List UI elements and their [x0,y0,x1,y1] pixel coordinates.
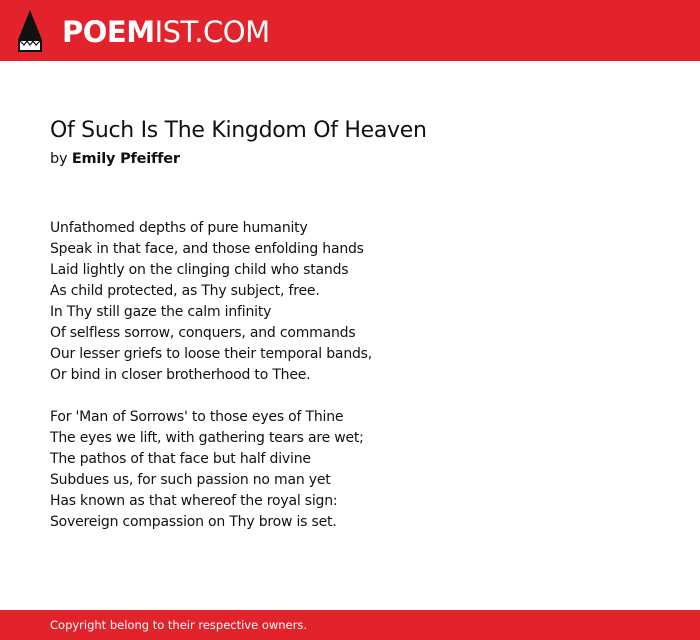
poem-title: Of Such Is The Kingdom Of Heaven [50,118,427,143]
pencil-tip-icon[interactable] [18,10,42,52]
site-footer [0,610,700,640]
logo-text-light: IST.COM [154,15,270,49]
poem-author: Emily Pfeiffer [71,151,180,167]
poem-line: Subdues us, for such passion no man yet [50,472,331,488]
poem-line: Of selfless sorrow, conquers, and commands [50,325,356,341]
site-header [0,0,700,61]
poem-line: Or bind in closer brotherhood to Thee. [50,367,311,383]
poem-line: Laid lightly on the clinging child who stands [50,262,349,278]
poem-heading [50,116,650,170]
poem-line: Speak in that face, and those enfolding hands [50,241,364,257]
poem-stanza [50,407,650,533]
poem-body [50,218,650,554]
site-logo[interactable] [62,12,270,52]
poem-byline [50,148,650,170]
poem-line: The pathos of that face but half divine [50,451,311,467]
poem-line: The eyes we lift, with gathering tears are wet; [50,430,364,446]
poem-line: Has known as that whereof the royal sign: [50,493,338,509]
poem-line: Sovereign compassion on Thy brow is set. [50,514,337,530]
poem-line: Unfathomed depths of pure humanity [50,220,308,236]
poem-line: In Thy still gaze the calm infinity [50,304,272,320]
by-label: by [50,151,68,167]
copyright-text: Copyright belong to their respective owners. [50,618,308,632]
poem-line: Our lesser griefs to loose their temporal bands, [50,346,373,362]
poem-stanza [50,218,650,386]
poem-line: As child protected, as Thy subject, free. [50,283,320,299]
logo-text-bold: POEM [62,15,155,49]
poem-line: For 'Man of Sorrows' to those eyes of Thine [50,409,344,425]
